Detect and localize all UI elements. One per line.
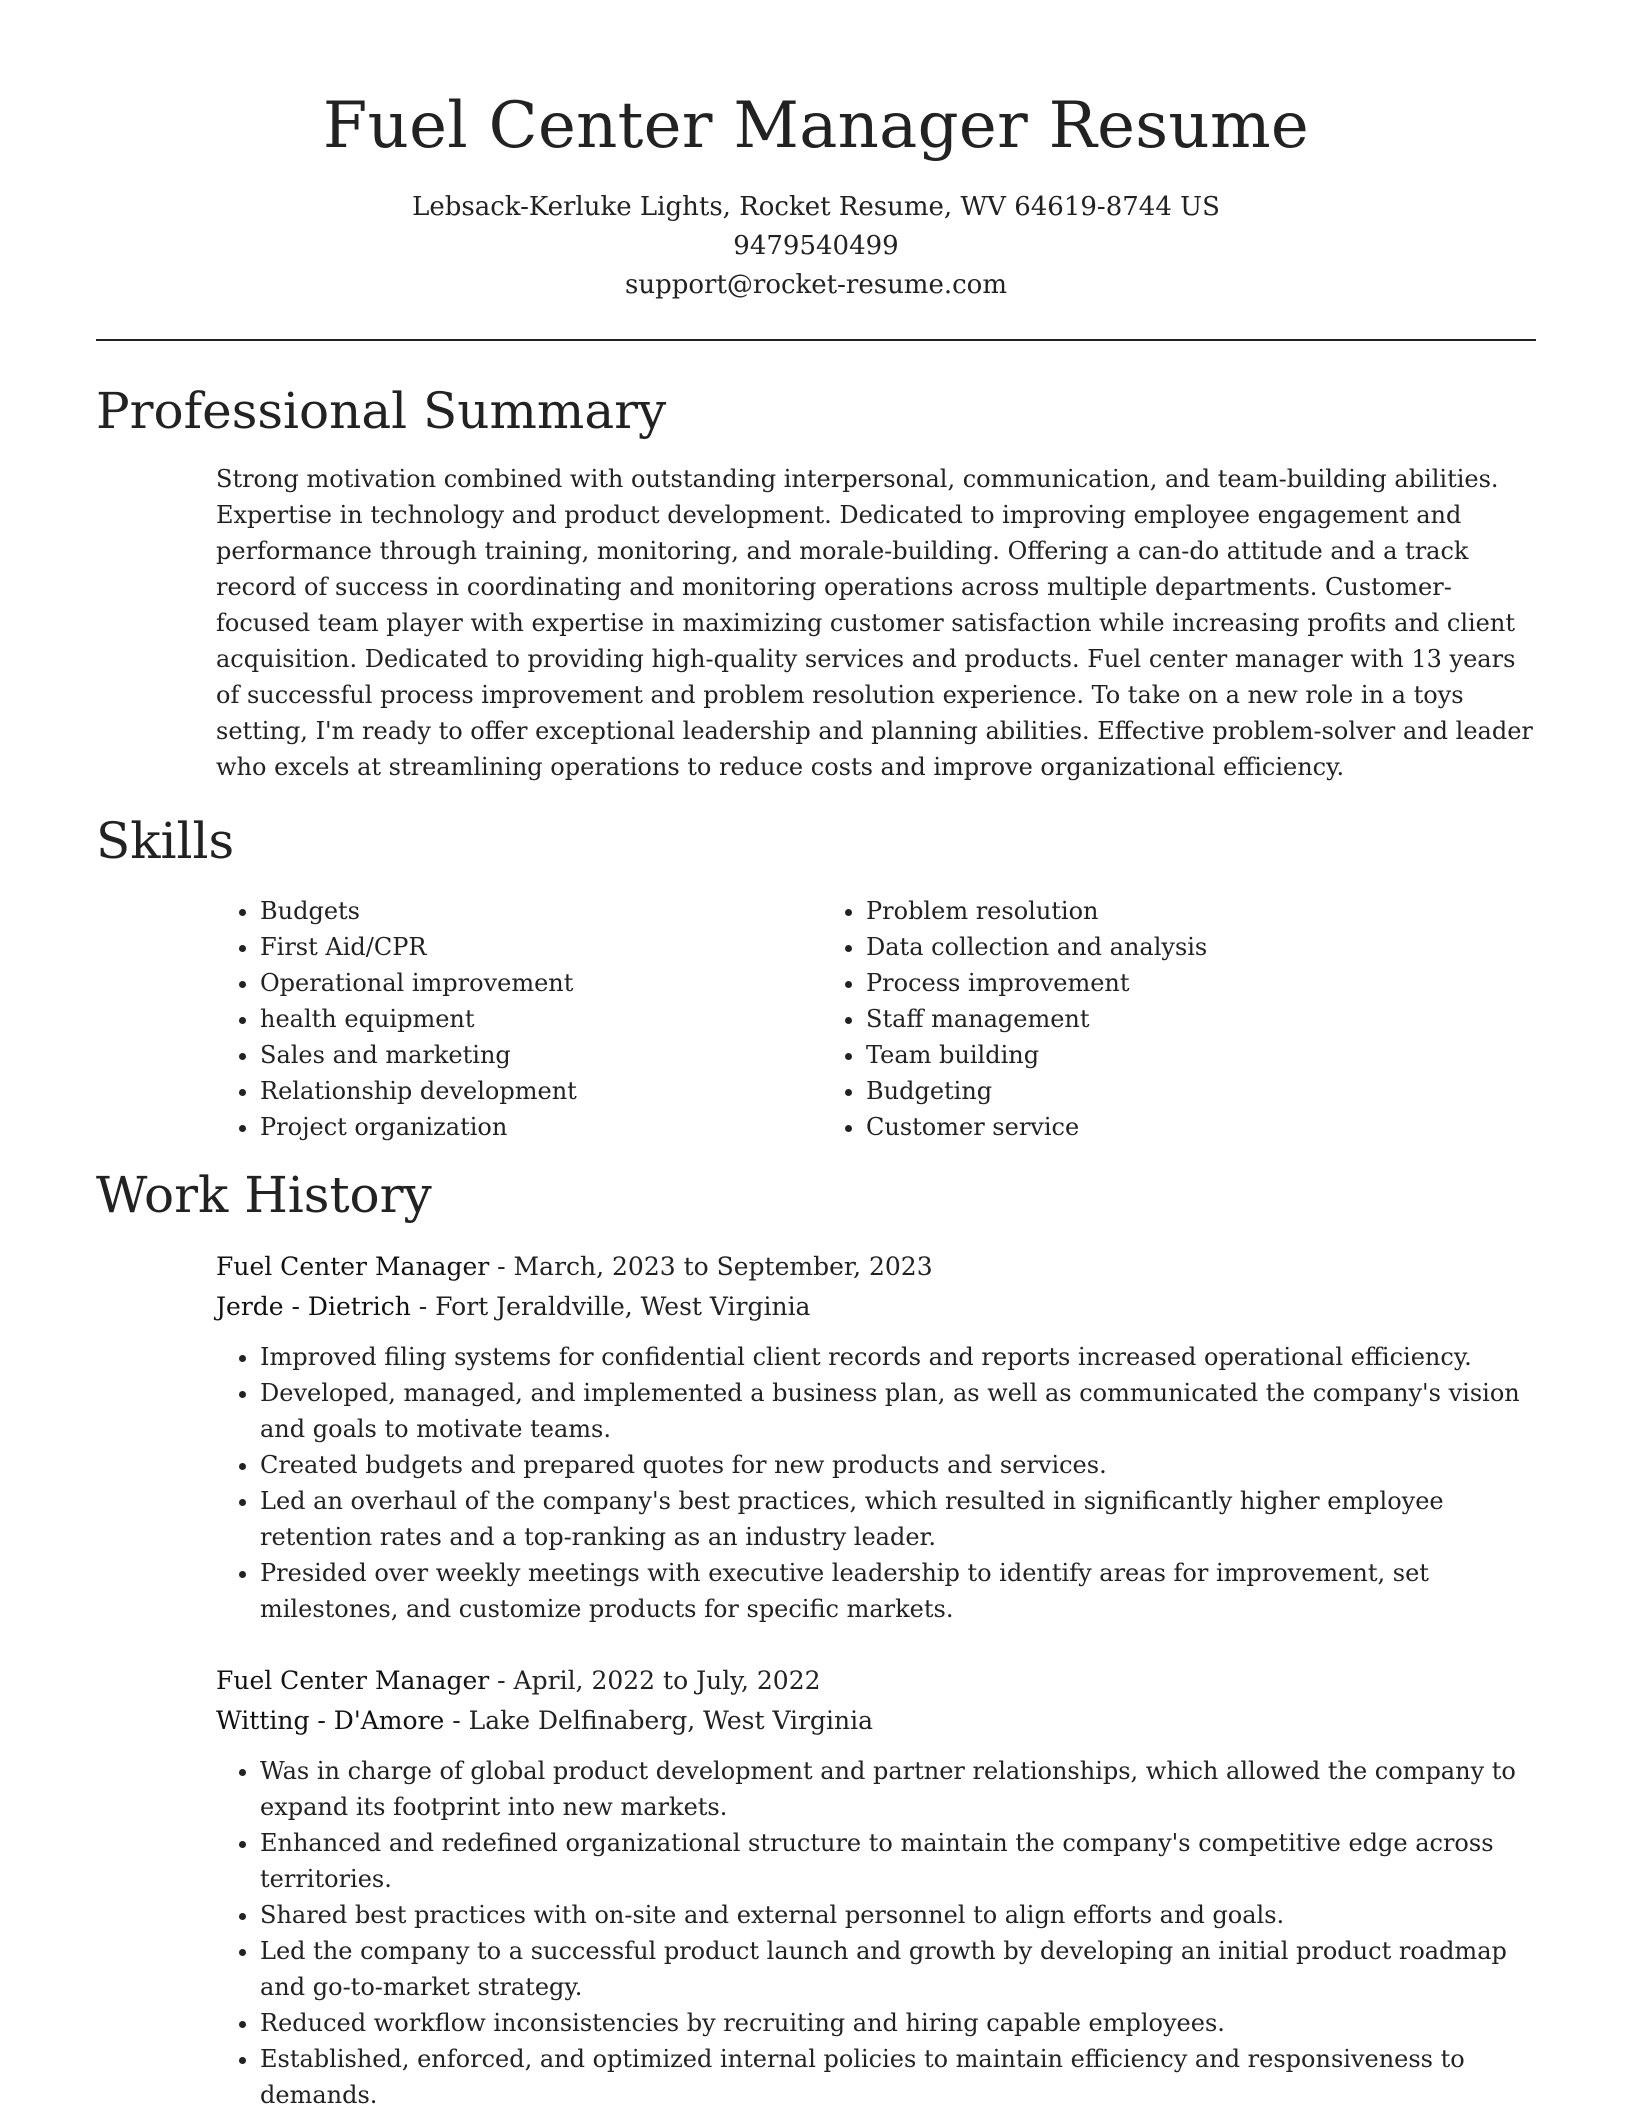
skill-item: • Budgeting bbox=[866, 1073, 1522, 1109]
job-entry bbox=[216, 1247, 1536, 1627]
summary-section bbox=[96, 381, 1536, 785]
job-location: - Fort Jeraldville, West Virginia bbox=[410, 1292, 811, 1321]
job-bullet: • Shared best practices with on-site and external personnel to align efforts and goals. bbox=[260, 1897, 1536, 1933]
summary-text: Strong motivation combined with outstanding interpersonal, communication, and team-building abilities. Expertise in technology and product development. Dedicated to improving employee engagement and performance through training, monitoring, and morale-building. Offering a can-do attitude and a track record of success in coordinating and monitoring operations across multiple departments. Customer-focused team player with expertise in maximizing customer satisfaction while increasing profits and client acquisition. Dedicated to providing high-quality services and products. Fuel center manager with 13 years of successful process improvement and problem resolution experience. To take on a new role in a toys setting, I'm ready to offer exceptional leadership and planning abilities. Effective problem-solver and leader who excels at streamlining operations to reduce costs and improve organizational efficiency. bbox=[216, 465, 1533, 781]
job-bullets bbox=[216, 1753, 1536, 2113]
header-divider bbox=[96, 339, 1536, 341]
resume-header bbox=[96, 0, 1536, 305]
summary-heading: Professional Summary bbox=[96, 382, 667, 440]
job-location: - Lake Delfinaberg, West Virginia bbox=[444, 1706, 874, 1735]
skill-item: • Data collection and analysis bbox=[866, 929, 1522, 965]
skill-item: • Budgets bbox=[260, 893, 822, 929]
skill-item: • Process improvement bbox=[866, 965, 1522, 1001]
work-history-heading: Work History bbox=[96, 1166, 432, 1224]
job-bullet: • Created budgets and prepared quotes for new products and services. bbox=[260, 1447, 1536, 1483]
job-dates: - March, 2023 to September, 2023 bbox=[489, 1252, 933, 1281]
job-bullet: • Developed, managed, and implemented a business plan, as well as communicated the company's vision and goals to motivate teams. bbox=[260, 1375, 1536, 1447]
skill-item: • Sales and marketing bbox=[260, 1037, 822, 1073]
job-bullet: • Enhanced and redefined organizational structure to maintain the company's competitive edge across territories. bbox=[260, 1825, 1536, 1897]
job-dates: - April, 2022 to July, 2022 bbox=[489, 1666, 821, 1695]
job-bullet: • Presided over weekly meetings with executive leadership to identify areas for improvement, set milestones, and customize products for specific markets. bbox=[260, 1555, 1536, 1627]
job-bullet: • Improved filing systems for confidential client records and reports increased operational efficiency. bbox=[260, 1339, 1536, 1375]
job-company-line bbox=[216, 1287, 1536, 1327]
job-title: Fuel Center Manager bbox=[216, 1252, 490, 1281]
skill-item: • Customer service bbox=[866, 1109, 1522, 1145]
skills-section bbox=[96, 811, 1536, 1145]
phone: 9479540499 bbox=[733, 231, 899, 261]
job-bullet: • Established, enforced, and optimized internal policies to maintain efficiency and responsiveness to demands. bbox=[260, 2041, 1536, 2113]
skills-columns bbox=[216, 893, 1536, 1145]
job-company: Witting - D'Amore bbox=[216, 1706, 445, 1735]
resume-page bbox=[96, 0, 1536, 2113]
skill-item: • Team building bbox=[866, 1037, 1522, 1073]
job-bullet: • Led an overhaul of the company's best practices, which resulted in significantly higher employee retention rates and a top-ranking as an industry leader. bbox=[260, 1483, 1536, 1555]
skill-item: • Project organization bbox=[260, 1109, 822, 1145]
skill-item: • First Aid/CPR bbox=[260, 929, 822, 965]
skill-item: • Problem resolution bbox=[866, 893, 1522, 929]
skill-item: • Relationship development bbox=[260, 1073, 822, 1109]
skills-list-left bbox=[216, 893, 822, 1145]
job-bullets bbox=[216, 1339, 1536, 1627]
skills-heading: Skills bbox=[96, 812, 235, 870]
job-bullet: • Led the company to a successful product launch and growth by developing an initial product roadmap and go-to-market strategy. bbox=[260, 1933, 1536, 2005]
work-history-section bbox=[96, 1165, 1536, 2113]
job-title-line bbox=[216, 1661, 1536, 1701]
email: support@rocket-resume.com bbox=[624, 270, 1007, 300]
job-bullet: • Was in charge of global product development and partner relationships, which allowed the company to expand its footprint into new markets. bbox=[260, 1753, 1536, 1825]
skill-item: • Operational improvement bbox=[260, 965, 822, 1001]
resume-title: Fuel Center Manager Resume bbox=[322, 89, 1310, 163]
skill-item: • health equipment bbox=[260, 1001, 822, 1037]
address: Lebsack-Kerluke Lights, Rocket Resume, WV 64619-8744 US bbox=[412, 192, 1220, 222]
job-title: Fuel Center Manager bbox=[216, 1666, 490, 1695]
job-company-line bbox=[216, 1701, 1536, 1741]
job-entry bbox=[216, 1661, 1536, 2113]
job-bullet: • Reduced workflow inconsistencies by recruiting and hiring capable employees. bbox=[260, 2005, 1536, 2041]
skill-item: • Staff management bbox=[866, 1001, 1522, 1037]
job-title-line bbox=[216, 1247, 1536, 1287]
job-company: Jerde - Dietrich bbox=[216, 1292, 411, 1321]
skills-list-right bbox=[822, 893, 1522, 1145]
contact-block bbox=[96, 188, 1536, 305]
